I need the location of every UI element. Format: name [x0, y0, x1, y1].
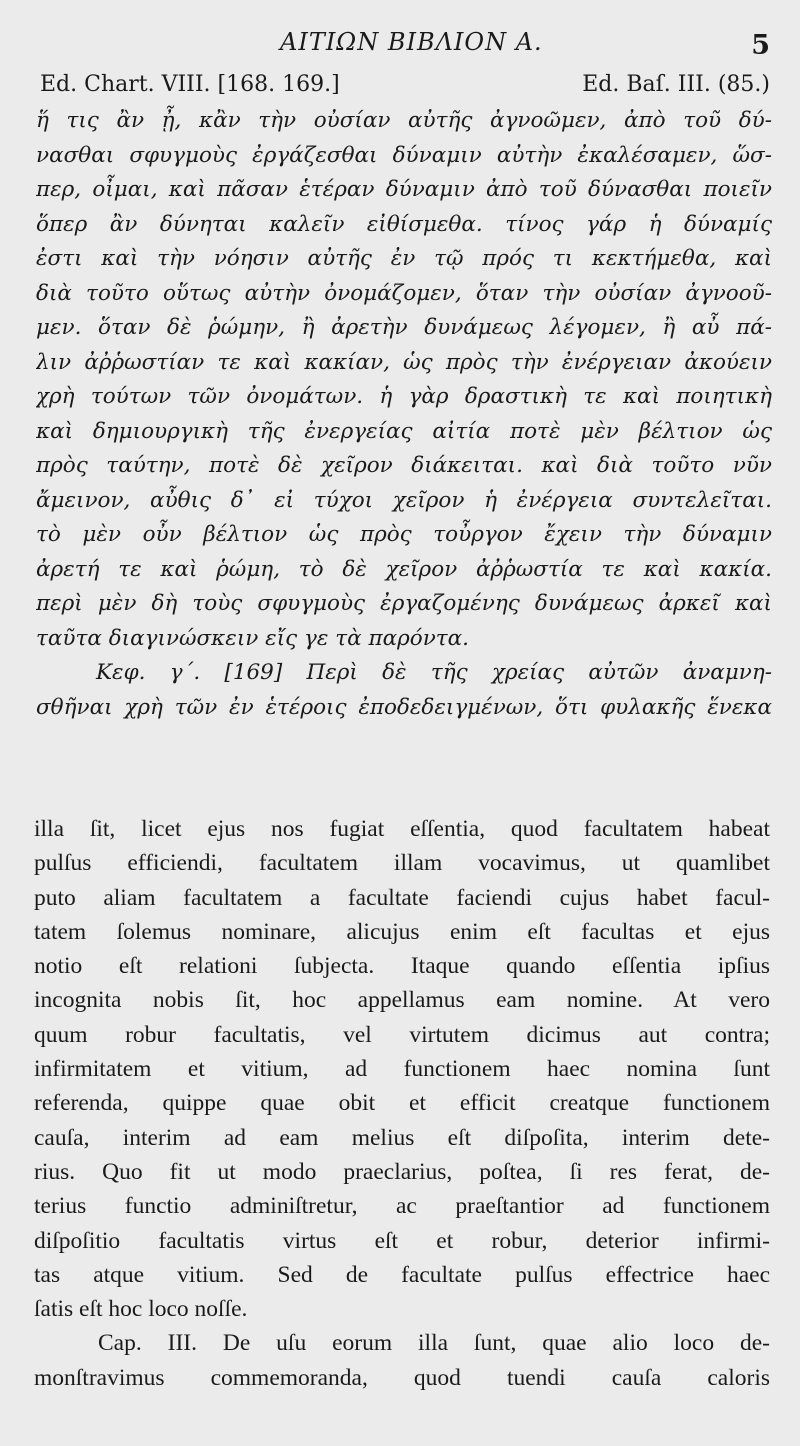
greek-line: ὅπερ ἂν δύνηται καλεῖν εἰθίσμεθα. τίνος γάρ ἡ δύναμίς: [36, 211, 772, 237]
greek-line: λιν ἀῤῥωστίαν τε καὶ κακίαν, ὡς πρὸς τὴν ἐνέργειαν ἀκούειν: [36, 349, 772, 375]
latin-line: tas atque vitium. Sed de facultate pulſus effectrice haec: [34, 1261, 770, 1288]
running-head: ΑΙΤΙΩΝ ΒΙΒΛΙΟΝ Α.: [280, 28, 543, 56]
latin-line: notio eſt relationi ſubjecta. Itaque quando eſſentia ipſius: [34, 953, 770, 980]
greek-line: πρὸς ταύτην, ποτὲ δὲ χεῖρον διάκειται. καὶ διὰ τοῦτο νῦν: [36, 453, 772, 478]
greek-line: καὶ δημιουργικὴ τῆς ἐνεργείας αἰτία ποτὲ μὲν βέλτιον ὡς: [36, 418, 772, 444]
greek-line: μεν. ὅταν δὲ ῥώμην, ἢ ἀρετὴν δυνάμεως λέγομεν, ἢ αὖ πά-: [36, 315, 772, 340]
latin-line: infirmitatem et vitium, ad functionem haec nomina ſunt: [34, 1056, 770, 1083]
greek-line: ἥ τις ἂν ᾖ, κἂν τὴν οὐσίαν αὐτῆς ἀγνοῶμεν, ἀπὸ τοῦ δύ-: [36, 108, 772, 133]
latin-line: cauſa, interim ad eam melius eſt diſpoſita, interim dete-: [34, 1124, 770, 1151]
greek-line: περ, οἶμαι, καὶ πᾶσαν ἑτέραν δύναμιν ἀπὸ τοῦ δύνασθαι ποιεῖν: [36, 177, 772, 202]
latin-line: diſpoſitio facultatis virtus eſt et robur, deterior infirmi-: [34, 1227, 770, 1254]
greek-line: σθῆναι χρὴ τῶν ἐν ἑτέροις ἐποδεδειγμένων, ὅτι φυλακῆς ἕνεκα: [36, 694, 772, 720]
latin-text: [34, 812, 770, 1395]
latin-line: pulſus efficiendi, facultatem illam vocavimus, ut quamlibet: [34, 850, 770, 877]
greek-line: διὰ τοῦτο οὕτως αὐτὴν ὀνομάζομεν, ὅταν τὴν οὐσίαν ἀγνοοῦ-: [36, 280, 772, 306]
greek-text: [36, 104, 772, 725]
latin-chapter-heading: Cap. III. De uſu eorum illa ſunt, quae alio loco de-: [98, 1330, 770, 1357]
latin-line: monſtravimus commemoranda, quod tuendi cauſa caloris: [34, 1364, 770, 1391]
greek-line: ἀρετή τε καὶ ῥώμη, τὸ δὲ χεῖρον ἀῤῥωστία τε καὶ κακία.: [36, 556, 772, 582]
page-number: 5: [751, 30, 770, 61]
latin-line: quum robur facultatis, vel virtutem dicimus aut contra;: [34, 1021, 770, 1048]
greek-chapter-heading: Κεφ. γ΄. [169] Περὶ δὲ τῆς χρείας αὐτῶν ἀναμνη-: [96, 660, 772, 685]
greek-line: ἐστι καὶ τὴν νόησιν αὐτῆς ἐν τῷ πρός τι κεκτήμεθα, καὶ: [36, 246, 772, 271]
latin-line: rius. Quo fit ut modo praeclarius, poſtea, ſi res ferat, de-: [34, 1158, 770, 1185]
latin-line: tatem ſolemus nominare, alicujus enim eſt facultas et ejus: [34, 918, 770, 945]
greek-line: ταῦτα διαγινώσκειν εἴς γε τὰ παρόντα.: [36, 625, 470, 651]
greek-line: νασθαι σφυγμοὺς ἐργάζεσθαι δύναμιν αὐτὴν ἐκαλέσαμεν, ὥσ-: [36, 142, 772, 168]
latin-line: referenda, quippe quae obit et efficit creatque functionem: [34, 1090, 770, 1117]
greek-line: περὶ μὲν δὴ τοὺς σφυγμοὺς ἐργαζομένης δυνάμεως ἀρκεῖ καὶ: [36, 591, 772, 616]
latin-line: illa ſit, licet ejus nos fugiat eſſentia, quod facultatem habeat: [34, 816, 770, 842]
edition-reference-basel: Ed. Baſ. III. (85.): [582, 72, 770, 97]
latin-line: puto aliam facultatem a facultate faciendi cujus habet facul-: [34, 884, 770, 911]
latin-line: terius functio adminiſtretur, ac praeſtantior ad functionem: [34, 1193, 770, 1220]
latin-line: incognita nobis ſit, hoc appellamus eam nomine. At vero: [34, 987, 770, 1014]
greek-line: τὸ μὲν οὖν βέλτιον ὡς πρὸς τοὖργον ἔχειν τὴν δύναμιν: [36, 522, 772, 547]
greek-line: ἄμεινον, αὖθις δ᾽ εἰ τύχοι χεῖρον ἡ ἐνέργεια συντελεῖται.: [36, 487, 772, 513]
edition-reference-chartier: Ed. Chart. VIII. [168. 169.]: [40, 72, 340, 97]
latin-line: ſatis eſt hoc loco noſſe.: [34, 1296, 248, 1323]
greek-line: χρὴ τούτων τῶν ὀνομάτων. ἡ γὰρ δραστικὴ τε καὶ ποιητικὴ: [36, 384, 772, 409]
